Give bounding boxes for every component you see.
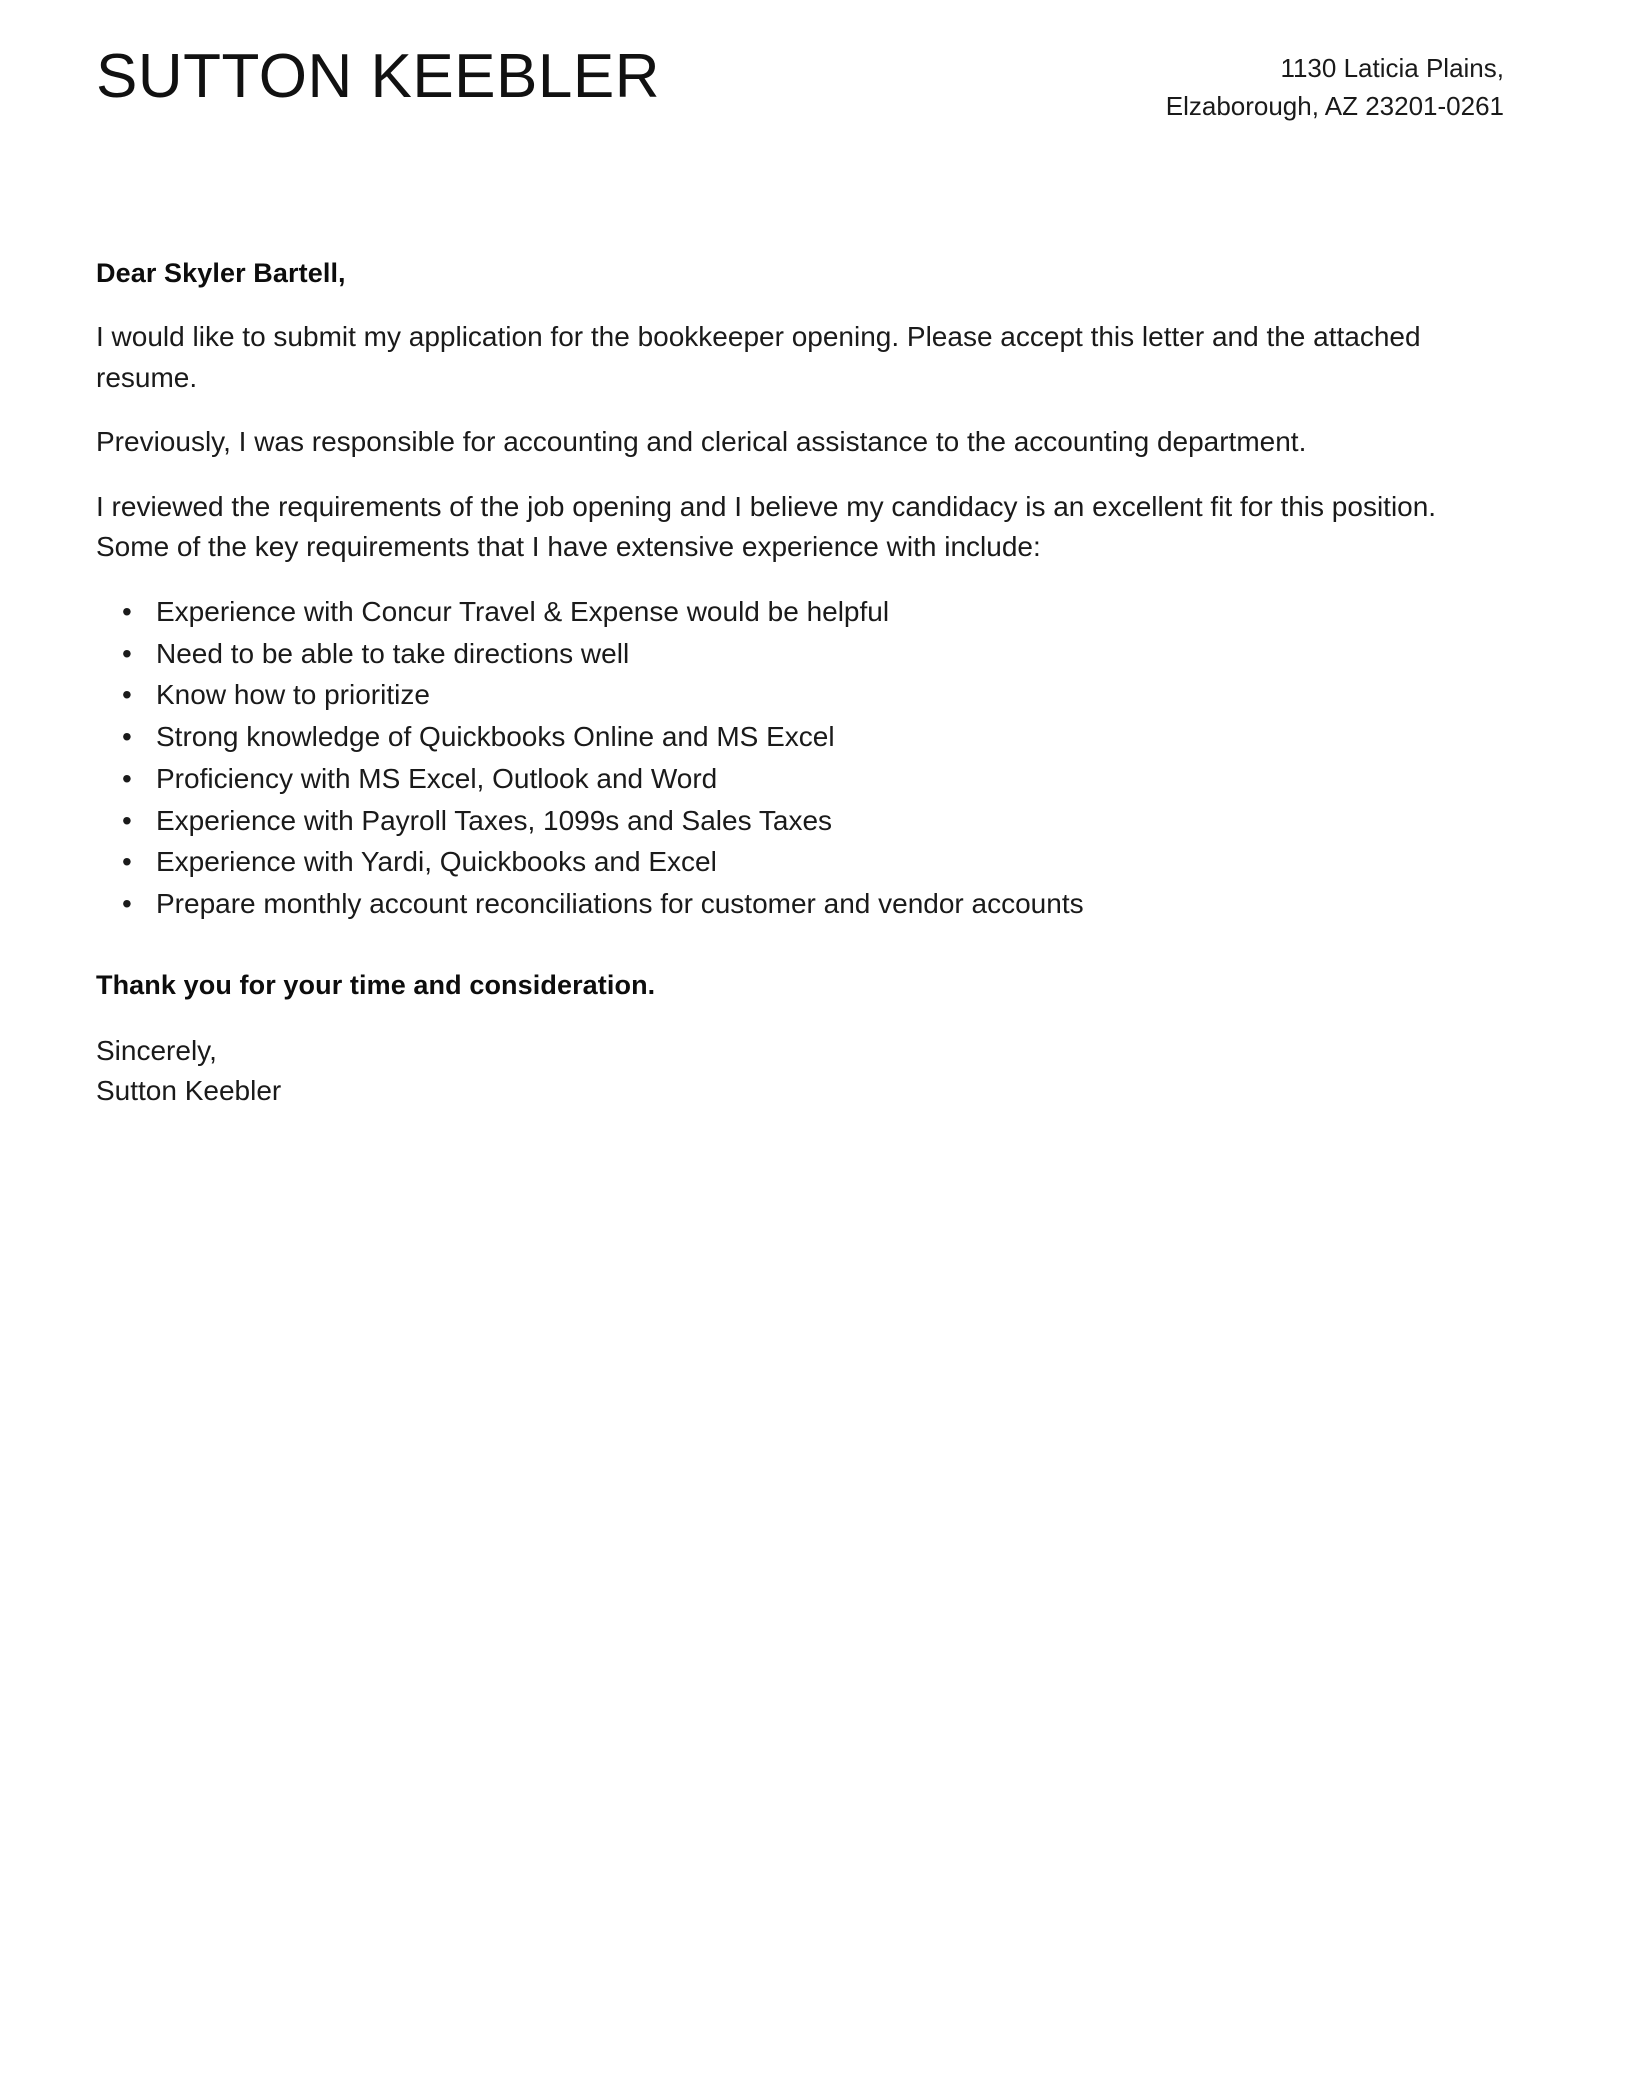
bullet-icon: • <box>122 721 132 753</box>
signoff-closing: Sincerely, <box>96 1034 217 1066</box>
signoff-name: Sutton Keebler <box>96 1074 282 1106</box>
list-item <box>120 717 1496 757</box>
body-paragraph-2: Previously, I was responsible for accounting and clerical assistance to the accounting department. <box>96 426 1307 458</box>
closing-thanks: Thank you for your time and consideration. <box>96 969 656 1000</box>
bullet-icon: • <box>122 595 132 627</box>
list-item-label: Know how to prioritize <box>156 679 430 711</box>
salutation: Dear Skyler Bartell, <box>96 258 346 288</box>
list-item-label: Proficiency with MS Excel, Outlook and Word <box>156 762 718 794</box>
letter-body <box>96 258 1496 1110</box>
bullet-icon: • <box>122 804 132 836</box>
bullet-icon: • <box>122 637 132 669</box>
list-item <box>120 884 1496 924</box>
letterhead <box>96 40 1504 125</box>
sender-name: SUTTON KEEBLER <box>96 42 661 111</box>
sender-address <box>1166 40 1504 125</box>
list-item <box>120 634 1496 674</box>
address-line-2: Elzaborough, AZ 23201-0261 <box>1165 90 1504 121</box>
bullet-icon: • <box>122 679 132 711</box>
body-paragraph-3: I reviewed the requirements of the job opening and I believe my candidacy is an excellent fit for this position. Some of the key requirements that I have extensive experience with include: <box>96 490 1437 563</box>
list-item <box>120 801 1496 841</box>
requirements-list <box>96 592 1496 924</box>
list-item-label: Experience with Concur Travel & Expense would be helpful <box>156 595 890 627</box>
bullet-icon: • <box>122 762 132 794</box>
list-item <box>120 592 1496 632</box>
list-item-label: Experience with Yardi, Quickbooks and Excel <box>156 846 717 878</box>
list-item <box>120 842 1496 882</box>
bullet-icon: • <box>122 846 132 878</box>
list-item-label: Prepare monthly account reconciliations for customer and vendor accounts <box>156 888 1084 920</box>
list-item <box>120 759 1496 799</box>
list-item-label: Need to be able to take directions well <box>156 637 630 669</box>
bullet-icon: • <box>122 888 132 920</box>
list-item <box>120 675 1496 715</box>
list-item-label: Strong knowledge of Quickbooks Online and MS Excel <box>156 721 835 753</box>
list-item-label: Experience with Payroll Taxes, 1099s and Sales Taxes <box>156 804 833 836</box>
signature-block <box>96 1031 1496 1111</box>
address-line-1: 1130 Laticia Plains, <box>1280 53 1504 83</box>
body-paragraph-1: I would like to submit my application for the bookkeeper opening. Please accept this letter and the attached resume. <box>96 321 1421 393</box>
